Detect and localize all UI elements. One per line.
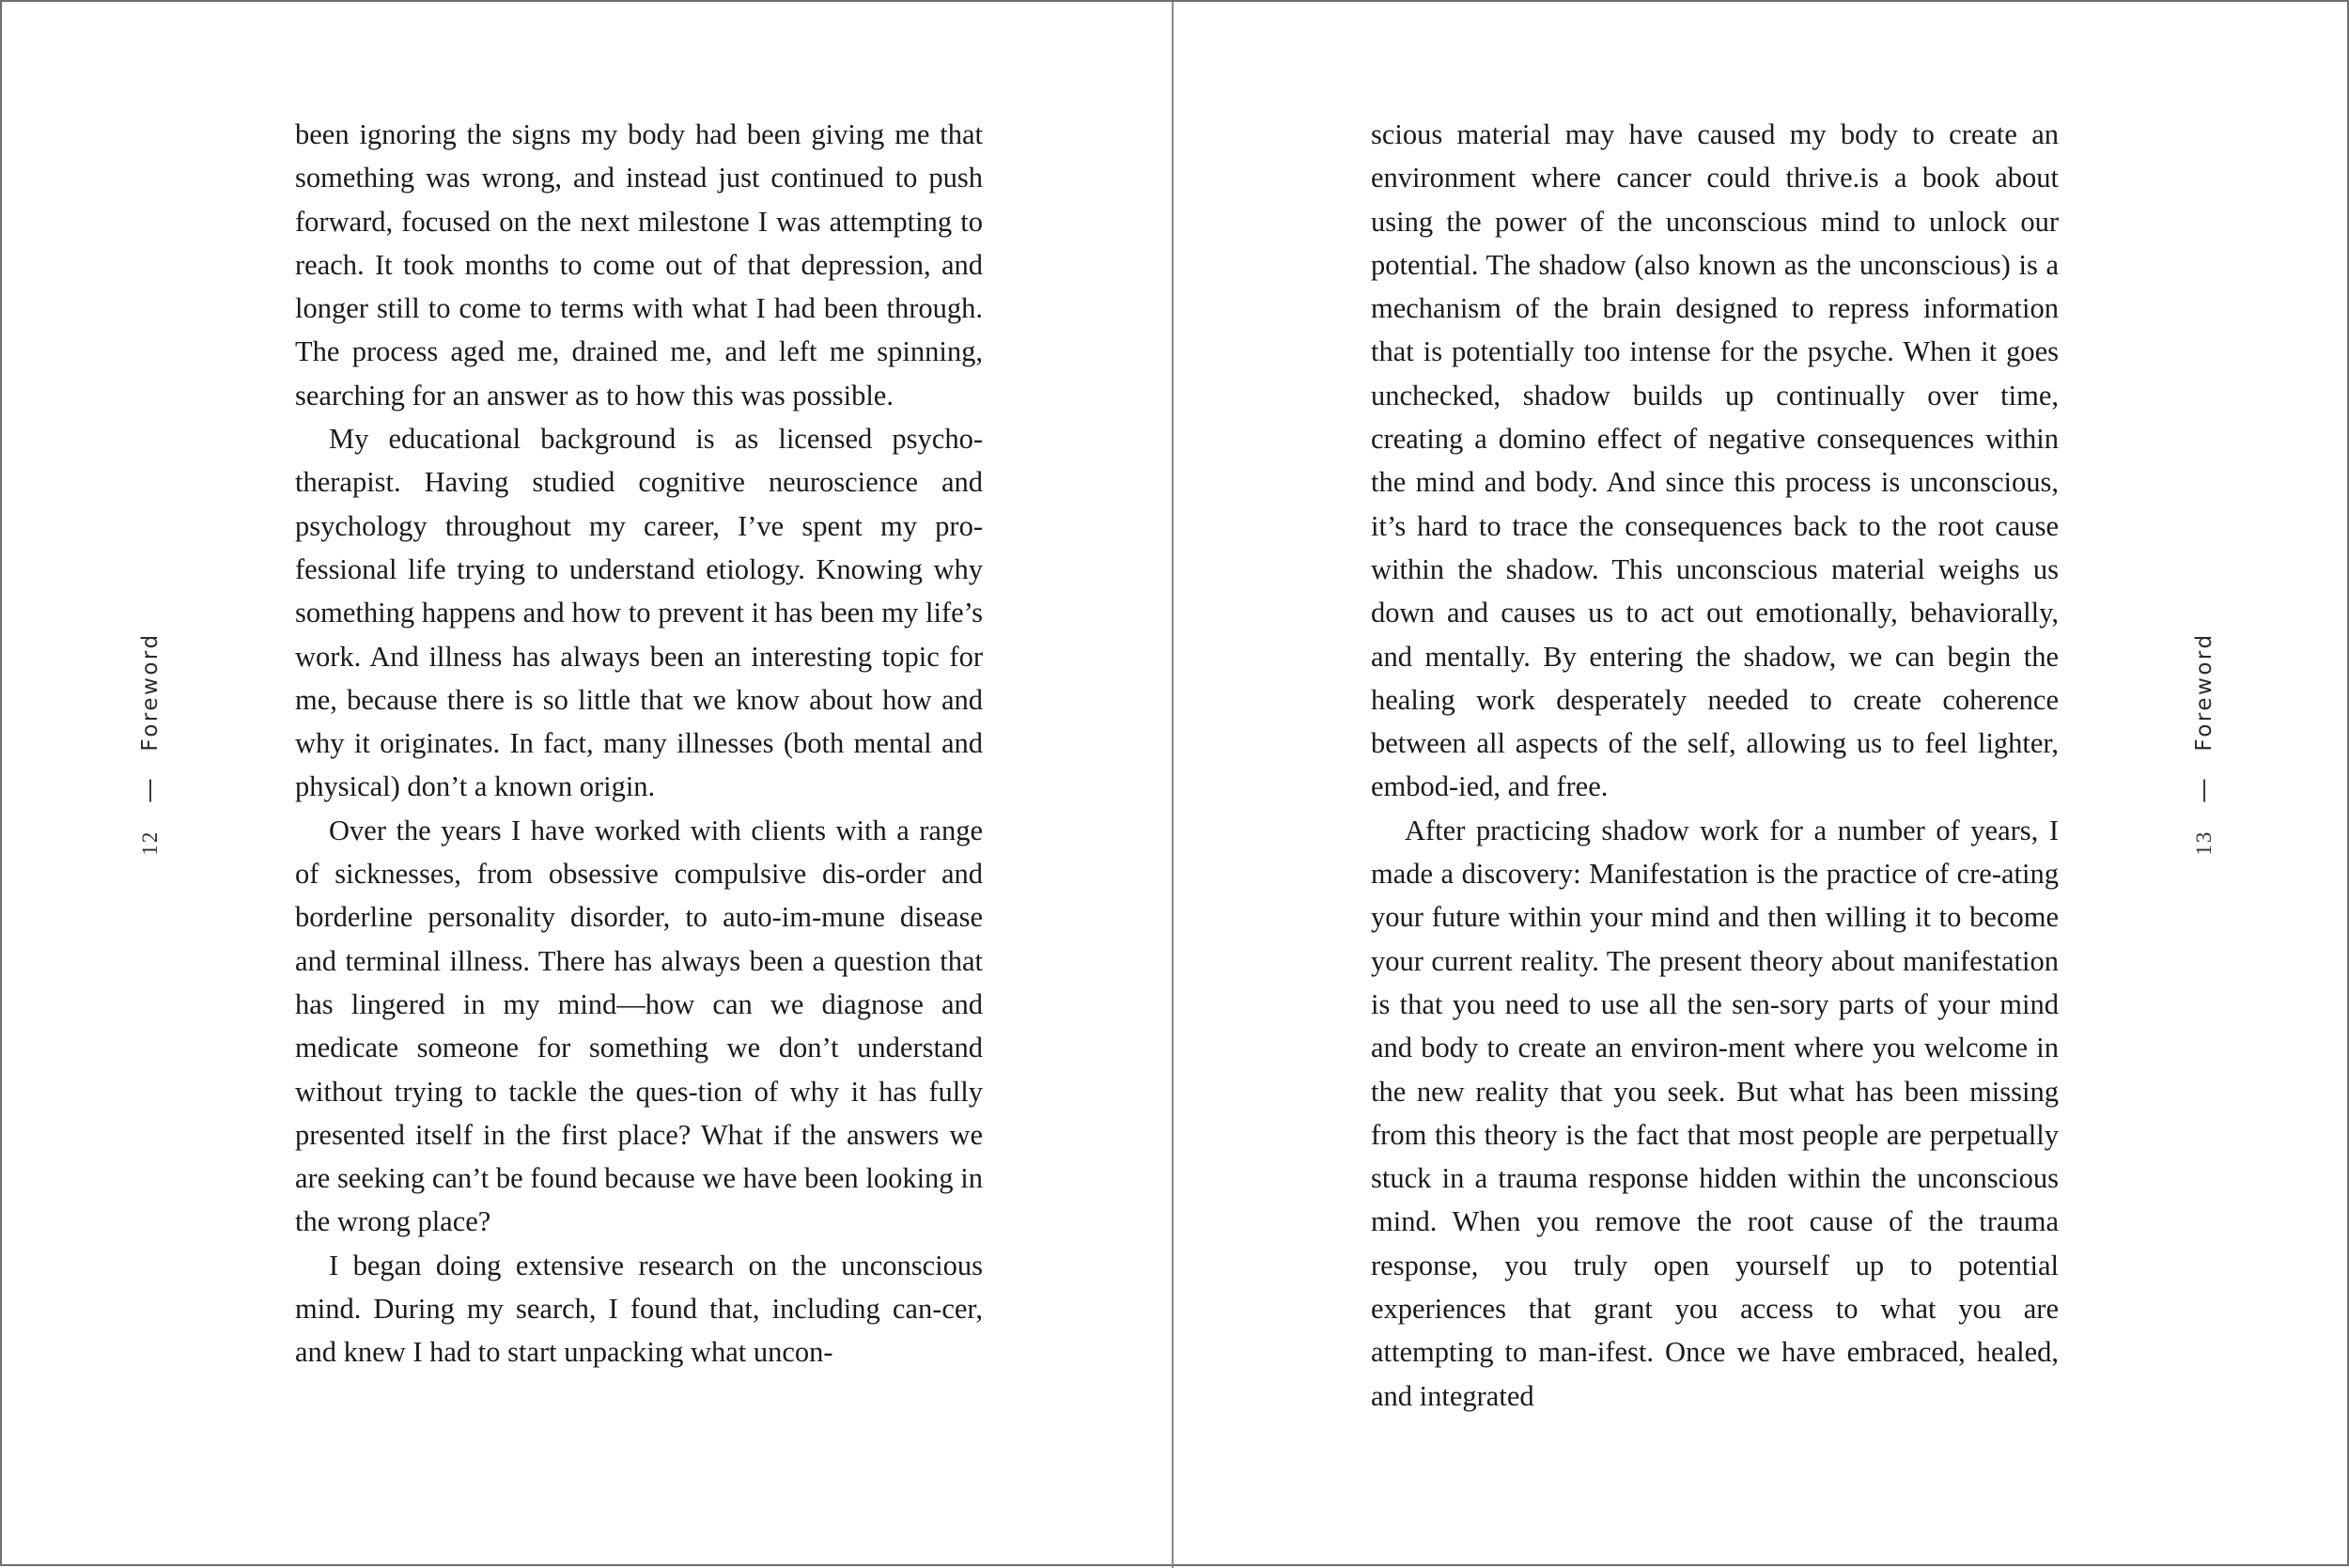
left-page (2, 2, 1172, 1568)
left-running-head (122, 622, 179, 866)
left-page-number: 12 (138, 830, 162, 856)
paragraph: scious material may have caused my body to create an environment where cancer could thrive.is a book about using the power of the unconscious mind to unlock our potential. The shadow (also known as the unconscious) is a mechanism of the brain designed to repress information that is potentially too intense for the psyche. When it goes unchecked, shadow builds up continually over time, creating a domino effect of negative consequences within the mind and body. And since this process is unconscious, it’s hard to trace the consequences back to the root cause within the shadow. This unconscious material weighs us down and causes us to act out emotionally, behaviorally, and mentally. By entering the shadow, we can begin the healing work desperately needed to create coherence between all aspects of the self, allowing us to feel lighter, embod-ied, and free. (1371, 118, 2059, 803)
right-section-title: Foreword (2192, 632, 2217, 752)
right-running-head (2176, 622, 2232, 866)
running-head-separator (2203, 780, 2205, 802)
paragraph: After practicing shadow work for a number of years, I made a discovery: Manifestation is the practice of cre-ating your future within your mind and then willing it to become your current reality. The present theory about manifestation is that you need to use all the sen-sory parts of your mind and body to create an environ-ment where you welcome in the new reality that you seek. But what has been missing from this theory is the fact that most people are perpetually stuck in a trauma response hidden within the unconscious mind. When you remove the root cause of the trauma response, you truly open yourself up to potential experiences that grant you access to what you are attempting to man-ifest. Once we have embraced, healed, and integrated (1371, 814, 2059, 1412)
right-page (1174, 2, 2343, 1568)
paragraph: My educational background is as licensed psycho-therapist. Having studied cognitive neuroscience and psychology throughout my career, I’ve spent my pro-fessional life trying to understand etiology. Knowing why something happens and how to prevent it has been my life’s work. And illness has always been an interesting topic for me, because there is so little that we know about how and why it originates. In fact, many illnesses (both mental and physical) don’t a known origin. (295, 423, 983, 803)
left-body-text (295, 113, 983, 1374)
paragraph: I began doing extensive research on the unconscious mind. During my search, I found that, including can-cer, and knew I had to start unpacking what uncon- (295, 1249, 983, 1369)
right-body-text (1371, 113, 2059, 1418)
left-section-title: Foreword (138, 632, 163, 752)
paragraph: Over the years I have worked with clients with a range of sicknesses, from obsessive compulsive dis-order and borderline personality disorder, to auto-im-mune disease and terminal illness. There has always been a question that has lingered in my mind—how can we diagnose and medicate someone for something we don’t understand without trying to tackle the ques-tion of why it has fully presented itself in the first place? What if the answers we are seeking can’t be found because we have been looking in the wrong place? (295, 814, 983, 1238)
running-head-separator (149, 780, 151, 802)
paragraph: been ignoring the signs my body had been giving me that something was wrong, and instead just continued to push forward, focused on the next milestone I was attempting to reach. It took months to come out of that depression, and longer still to come to terms with what I had been through. The process aged me, drained me, and left me spinning, searching for an answer as to how this was possible. (295, 118, 983, 411)
right-page-number: 13 (2192, 830, 2216, 856)
